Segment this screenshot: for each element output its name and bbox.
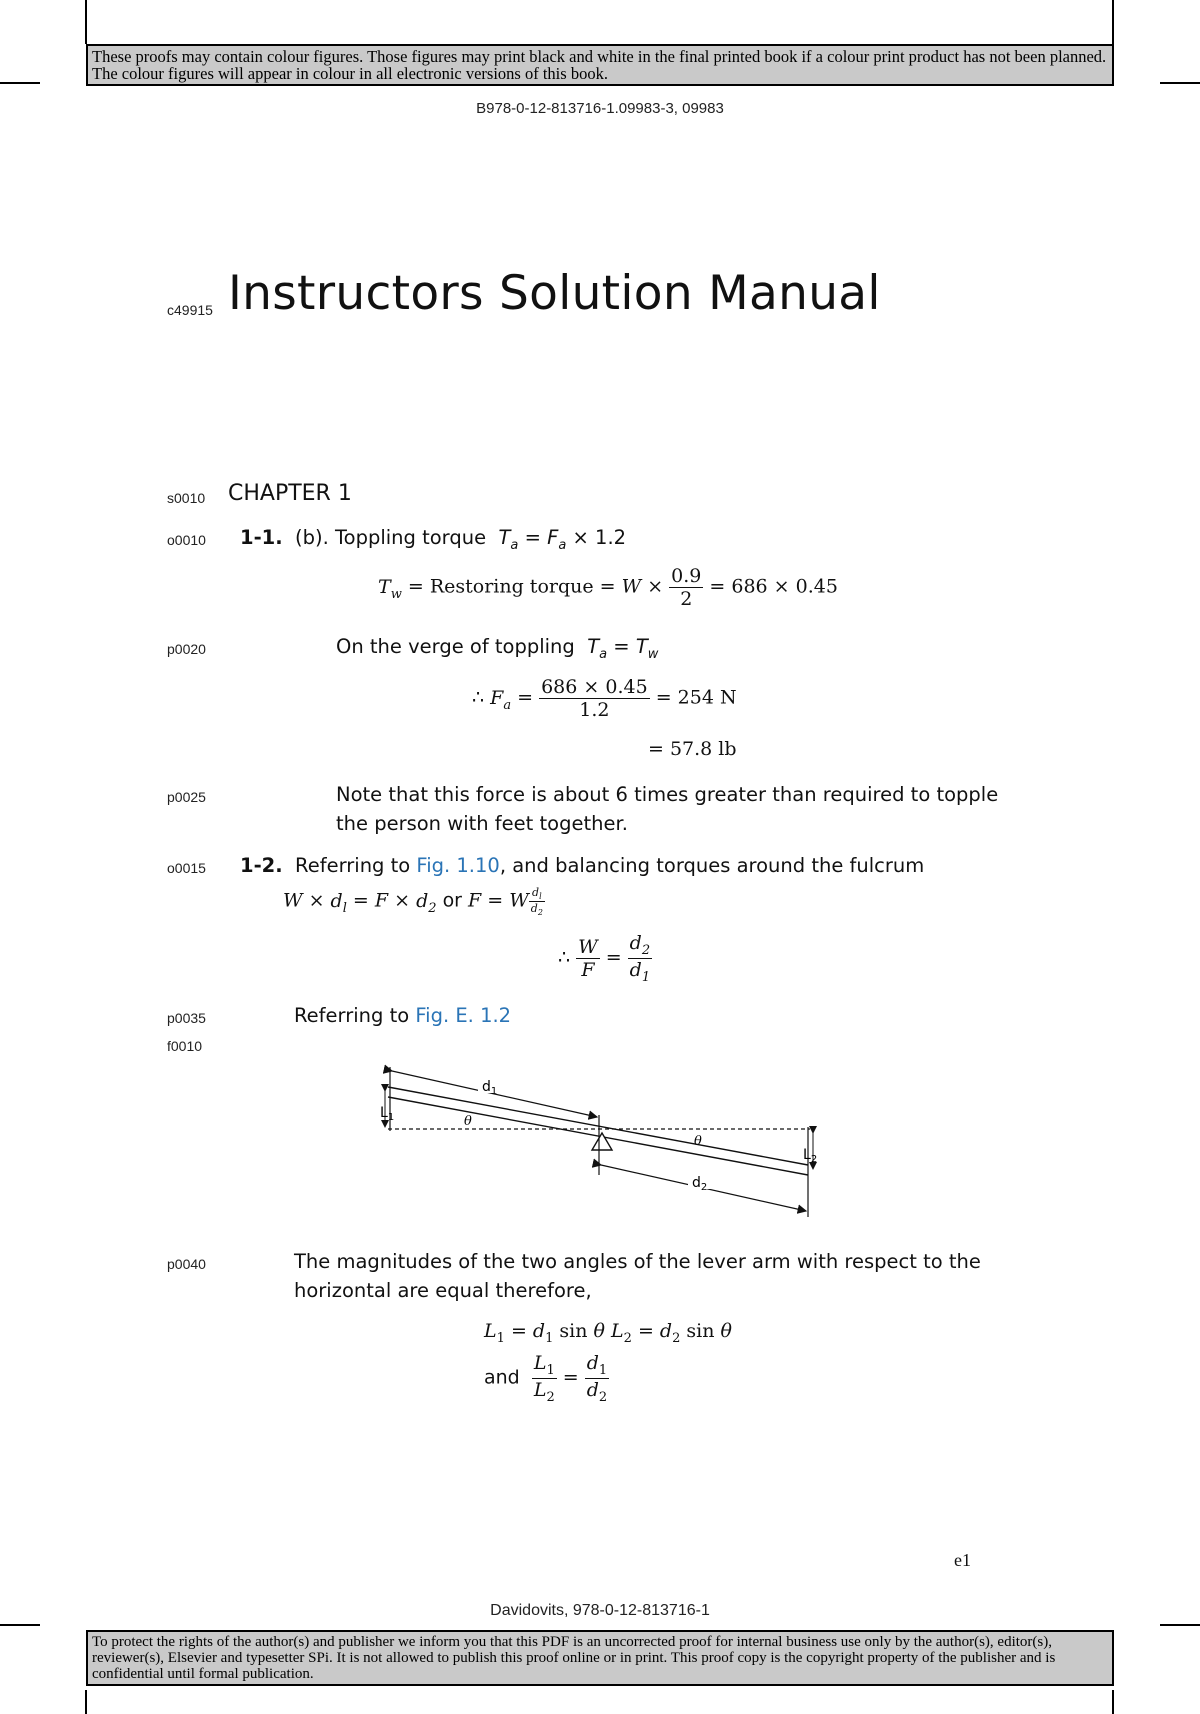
equation-length-ratio: and $\frac{L_1}{L_2}$ = $\frac{d_1}{d_2}$ xyxy=(484,1352,608,1405)
equation-ratio: ∴ $\frac{W}{F}$ = $\frac{d_2}{d_1}$ xyxy=(558,932,651,985)
math-inline: $T_a = F_a$ xyxy=(492,526,567,553)
frame-left-bottom xyxy=(85,1690,87,1714)
title-tag: c49915 xyxy=(167,302,213,318)
frame-left-top xyxy=(85,0,87,44)
para-p0040: The magnitudes of the two angles of the lever arm with respect to the horizontal are equal therefore, xyxy=(294,1250,981,1302)
para-tag: p0025 xyxy=(167,789,206,805)
fraction: $\frac{0.9}{2}$ xyxy=(671,565,702,610)
problem-1-1: 1-1. (b). Toppling torque $T_a = F_a \times 1.2$ xyxy=(240,526,627,553)
figure-tag: f0010 xyxy=(167,1038,203,1054)
para-tag: p0020 xyxy=(167,641,206,657)
page-number: e1 xyxy=(954,1550,971,1570)
figure-link[interactable]: Fig. E. 1.2 xyxy=(415,1004,512,1027)
problem-lead: (b). Toppling torque xyxy=(295,526,487,549)
footer-id: Davidovits, 978-0-12-813716-1 xyxy=(490,1602,710,1619)
para-p0025: Note that this force is about 6 times greater than required to topple the person with feet together. xyxy=(336,783,999,835)
chapter-heading: CHAPTER 1 xyxy=(228,481,352,506)
problem-1-2: 1-2. Referring to Fig. 1.10, and balancing torques around the fulcrum xyxy=(240,854,925,877)
para-tag: p0040 xyxy=(167,1256,206,1272)
header-notice: These proofs may contain colour figures. Those figures may print black and white in the final printed book if a colour print product has not been planned. The colour figures will appear in colour in all electronic versions of this book. xyxy=(86,44,1114,86)
eq-rhs: = 686 × 0.45 xyxy=(709,575,838,598)
problem-number: 1-1. xyxy=(240,526,283,549)
footer-notice: To protect the rights of the author(s) and publisher we inform you that this PDF is an uncorrected proof for internal business use only by the author(s), editor(s), reviewer(s), Elsevier and typesetter SPi. It is not allowed to publish this proof online or in print. This proof copy is the copyright property of the publisher and is confidential until formal publication. xyxy=(86,1630,1114,1686)
crop-mark-tr xyxy=(1160,82,1200,84)
d1-label: $d_1$ xyxy=(482,1079,498,1097)
equation-force: ∴ $F_a$ = $\frac{686 \times 0.45}{1.2}$ = 254 N xyxy=(472,676,737,721)
frame-right-top xyxy=(1112,0,1114,44)
eq-text: = Restoring torque = xyxy=(407,575,616,598)
frame-right-bottom xyxy=(1112,1690,1114,1714)
item-tag: o0010 xyxy=(167,532,206,548)
lever-arm-bottom xyxy=(388,1097,808,1175)
equation-lengths: $L_1 = d_1$ sin θ $L_2 = d_2$ sin θ xyxy=(484,1320,732,1346)
lever-arm-top xyxy=(388,1087,808,1165)
theta-right-label: θ xyxy=(694,1134,702,1149)
crop-mark-tl xyxy=(0,82,40,84)
para-tag: p0035 xyxy=(167,1010,206,1026)
item-tag: o0015 xyxy=(167,860,206,876)
chapter-tag: s0010 xyxy=(167,490,206,506)
figure-link[interactable]: Fig. 1.10 xyxy=(416,854,500,877)
para-p0020: On the verge of toppling $T_a = T_w$ xyxy=(336,635,659,662)
crop-mark-bl xyxy=(0,1624,40,1626)
crop-mark-br xyxy=(1160,1624,1200,1626)
equation-restoring-torque: $T_w$ = Restoring torque = W × $\frac{0.9}{2}$ = 686 × 0.45 xyxy=(378,565,838,610)
doc-id: B978-0-12-813716-1.09983-3, 09983 xyxy=(476,100,724,117)
fraction: $\frac{686 \times 0.45}{1.2}$ xyxy=(541,676,648,721)
L1-label: $L_1$ xyxy=(380,1105,395,1123)
page-title: Instructors Solution Manual xyxy=(228,266,881,321)
lever-diagram xyxy=(380,1055,830,1225)
equation-balance: $W \times d_l = F \times d_2$ or F = W $\frac{d_l}{d_2}$ xyxy=(283,886,543,918)
theta-left-label: θ xyxy=(464,1114,472,1129)
para-p0035: Referring to Fig. E. 1.2 xyxy=(294,1004,512,1027)
d2-label: $d_2$ xyxy=(692,1175,708,1193)
L2-label: $L_2$ xyxy=(803,1147,818,1165)
equation-force-lb: = 57.8 lb xyxy=(648,738,737,760)
